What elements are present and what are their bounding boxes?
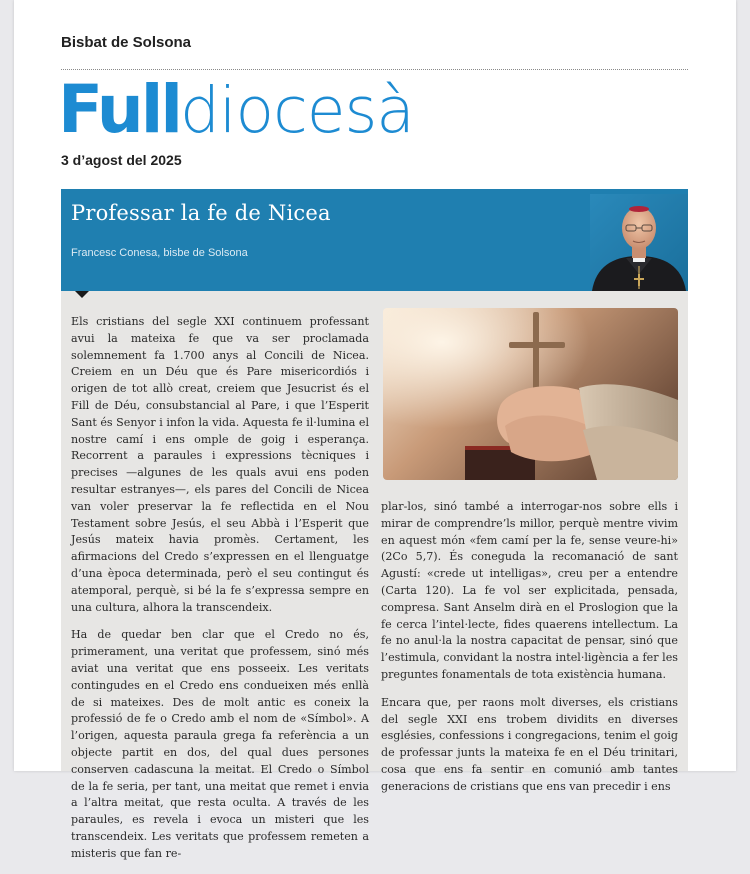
masthead-logo: [58, 70, 414, 150]
issue-date: 3 d’agost del 2025: [61, 152, 182, 168]
masthead-bold: Full: [58, 71, 181, 148]
article-byline: Francesc Conesa, bisbe de Solsona: [71, 247, 248, 259]
bishop-portrait-photo: [590, 194, 688, 291]
article-column-right: [381, 499, 678, 807]
article-title: Professar la fe de Nicea: [71, 201, 331, 225]
paragraph: Els cristians del segle XXI continuem professant avui la mateixa fe que va ser proclamada solemnement fa 1.700 anys al Concili de Nicea. Creiem en un Déu que és Pare misericordiós i origen de tot allò creat, creiem que Jesucrist és el Fill de Déu, consubstancial al Pare, i que l’Esperit Sant és Senyor i infon la vida. Aquesta fe il·lumina el nostre camí i ens omple de goig i esperança. Recorrent a paraules i expressions tècniques i precises —algunes de les quals avui ens poden resultar estranyes—, els pares del Concili de Nicea van voler preservar la fe reflectida en el Nou Testament sobre Jesús, el seu Abbà i l’Esperit que Jesús mateix havia promès. Certament, les afirmacions del Credo s’expressen en el llenguatge d’una època determinada, però el seu contingut és atemporal, perquè, si bé la fe s’expressa sempre en una cultura, alhora la transcendeix.: [71, 315, 369, 614]
paragraph: plar-los, sinó també a interrogar-nos sobre ells i mirar de comprendre’ls millor, perquè mentre vivim en aquest món «fem camí per la fe, sense veure-hi» (2Co 5,7). És coneguda la recomanació de sant Agustí: «crede ut intelligas», creu per a entendre (Carta 120). La fe vol ser explicitada, pensada, compresa. Sant Anselm dirà en el Proslogion que la fe cerca l’intel·lecte, fides quaerens intellectum. La fe no anul·la la nostra capacitat de pensar, sinó que l’estimula, convidant la nostra intel·ligència a fer les preguntes fonamentals de tota existència humana.: [381, 500, 678, 681]
hands-holding-cross-photo: [383, 308, 678, 480]
masthead-light: diocesà: [180, 74, 414, 147]
diocese-name: Bisbat de Solsona: [61, 34, 192, 51]
paragraph: Encara que, per raons molt diverses, els cristians del segle XXI ens trobem dividits en diverses esglésies, confessions i congregacions, tenim el goig de professar junts la mateixa fe en el Déu trinitari, cosa que ens fa sentir en comunió amb tantes generacions de cristians que ens van precedir i ens: [381, 695, 678, 793]
article-banner: [61, 189, 688, 291]
newsletter-page: [14, 0, 736, 860]
paragraph: Ha de quedar ben clar que el Credo no és, primerament, una veritat que professem, sinó més aviat una veritat que ens posseeix. Les veritats contingudes en el Credo ens condueixen més enllà de si mateixes. Des de molt antic es coneix la professió de fe o Credo amb el nom de «Símbol». A l’origen, aquesta paraula grega fa referència a un objecte partit en dos, del qual dues persones conserven cadascuna la meitat. El Credo o Símbol de la fe seria, per tant, una meitat que remet i envia a l’altra meitat, que resta oculta. A través de les paraules, es revela i evoca un misteri que les transcendeix. Les veritats que professem remeten a misteris que fan re-: [71, 628, 369, 860]
article-body: [61, 291, 688, 860]
banner-pointer: [75, 291, 89, 298]
article-column-left: [71, 314, 369, 874]
